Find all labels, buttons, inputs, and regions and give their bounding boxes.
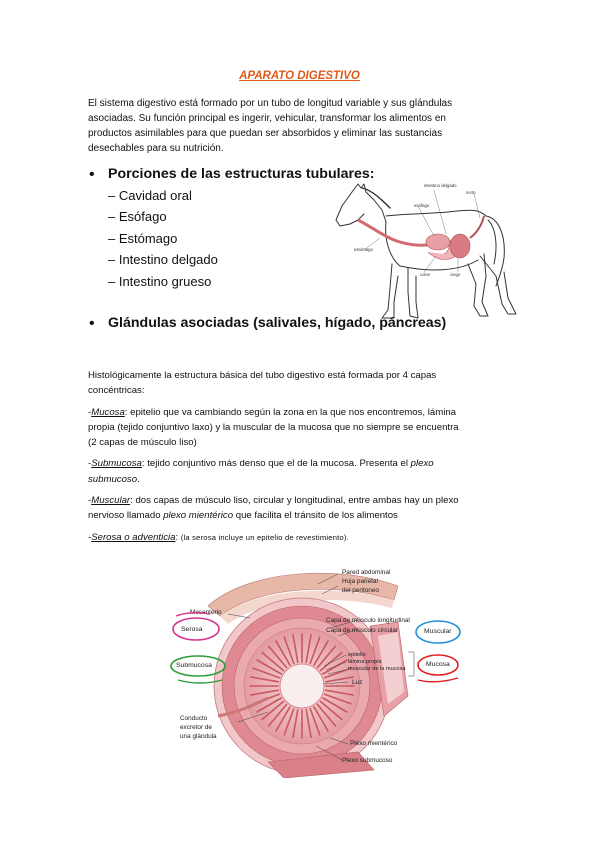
- horse-label-esofago: esófago: [414, 203, 430, 208]
- tag-mucosa: Mucosa: [426, 661, 450, 668]
- horse-label-colon: colon: [420, 272, 431, 277]
- label-plexo-mienterico: Plexo mientérico: [350, 740, 398, 747]
- mucosa-paragraph: -Mucosa: epitelio que va cambiando según la zona en la que nos encontremos, lámina propia (tejido conjuntivo laxo) y la muscular de la mucosa que no siempre se encuentra (2 capas de músculo liso): [88, 406, 459, 449]
- intro-line-1: El sistema digestivo está formado por un tubo de longitud variable y sus glándulas: [88, 98, 453, 109]
- label-conducto-1: Conducto: [180, 715, 208, 722]
- slide-item-4: – Intestino delgado: [108, 252, 218, 267]
- muscular-paragraph: -Muscular: dos capas de músculo liso, circular y longitudinal, entre ambas hay un plexo nervioso llamado plexo mientérico que facilita el tránsito de los alimentos: [88, 495, 459, 522]
- slide-bullet-glandulas: Glándulas asociadas (salivales, hígado, páncreas): [108, 315, 447, 331]
- slide-item-5: – Intestino grueso: [108, 274, 212, 289]
- serosa-paragraph: -Serosa o adventicia: (la serosa incluye un epitelio de revestimiento).: [88, 531, 349, 543]
- label-capa-longitudinal: Capa de músculo longitudinal: [326, 617, 410, 624]
- label-del-peritoneo: del peritoneo: [342, 587, 379, 594]
- slide-bullet-tubulares: Porciones de las estructuras tubulares:: [108, 166, 375, 182]
- tag-serosa: Serosa: [181, 626, 203, 633]
- tag-submucosa: Submucosa: [176, 662, 212, 669]
- horse-label-ciego: ciego: [450, 272, 461, 277]
- layer-annotations: [168, 610, 468, 686]
- page-title: APARATO DIGESTIVO: [239, 70, 360, 82]
- histology-text: [88, 368, 518, 551]
- label-epitelio: epitelio: [348, 652, 366, 658]
- intro-line-3: productos asimilables para que puedan ser absorbidos y eliminar las sustancias: [88, 128, 443, 139]
- label-plexo-submucoso: Plexo submucoso: [342, 757, 393, 764]
- label-capa-circular: Capa de músculo circular: [326, 627, 399, 634]
- label-luz: Luz: [352, 679, 363, 686]
- label-muscular-mucosa: muscular de la mucosa: [348, 666, 406, 672]
- horse-label-estomago: estómago: [354, 247, 373, 252]
- slide-bullet-marker-2: •: [89, 315, 95, 332]
- horse-label-recto: recto: [466, 190, 476, 195]
- horse-label-intestino-delgado: intestino delgado: [424, 183, 457, 188]
- slide-bullet-marker-1: •: [89, 166, 95, 183]
- intro-line-2: asociadas. Su función principal es ingerir, vehicular, transformar los alimentos en: [88, 113, 446, 124]
- label-conducto-3: una glándula: [180, 733, 217, 740]
- label-pared-abdominal: Pared abdominal: [342, 569, 391, 576]
- submucosa-paragraph: -Submucosa: tejido conjuntivo más denso que el de la mucosa. Presenta el plexo submucoso.: [88, 458, 434, 485]
- intro-paragraph: [88, 96, 508, 156]
- label-mesenterio: Mesenterio: [190, 609, 222, 616]
- tag-muscular: Muscular: [424, 628, 452, 635]
- label-hoja-parietal: Hoja parietal: [342, 578, 378, 585]
- histology-intro: Histológicamente la estructura básica del tubo digestivo está formada por 4 capas concéntricas:: [88, 370, 437, 397]
- label-lamina-propia: lámina propia: [348, 659, 382, 665]
- slide-item-1: – Cavidad oral: [108, 188, 192, 203]
- slide-item-2: – Esófago: [108, 209, 167, 224]
- horse-digestive-illustration: [328, 176, 528, 334]
- label-conducto-2: excretor de: [180, 724, 212, 731]
- intro-line-4: desechables para su nutrición.: [88, 143, 224, 154]
- slide-item-3: – Estómago: [108, 231, 178, 246]
